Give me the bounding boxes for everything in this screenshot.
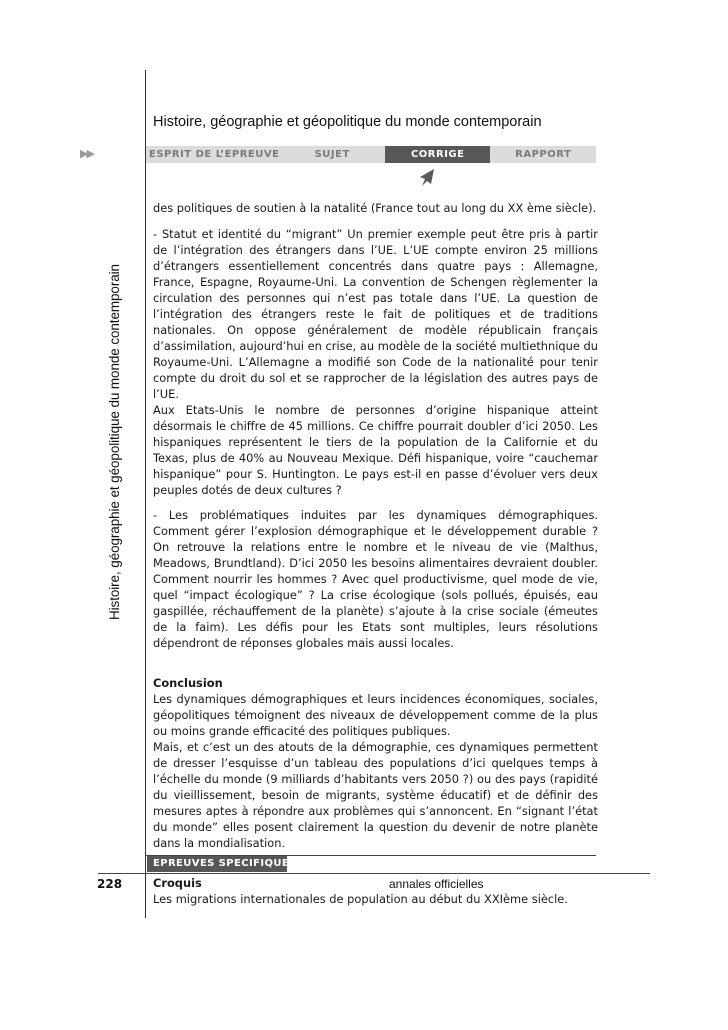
side-title: Histoire, géographie et géopolitique du monde contemporain bbox=[107, 264, 122, 620]
pointer-cursor-icon bbox=[418, 168, 436, 188]
main-text bbox=[153, 200, 598, 907]
paragraph: Aux Etats-Unis le nombre de personnes d’origine hispanique atteint désormais le chiffre de 45 millions. Ce chiffre pourrait doubler d’ici 2050. Les hispaniques représentent le tiers de la population de la Californie et du Texas, plus de 40% au Nouveau Mexique. Défi hispanique, voire “cauchemar hispanique” pour S. Huntington. Le pays est-il en passe d’évoluer vers deux peuples dotés de deux cultures ? bbox=[153, 403, 598, 497]
paragraph: des politiques de soutien à la natalité (France tout au long du XX ème siècle). bbox=[153, 201, 597, 215]
section-tabs bbox=[146, 146, 596, 163]
vertical-margin-rule bbox=[145, 70, 146, 918]
page-number: 228 bbox=[97, 877, 123, 891]
paragraph: Mais, et c’est un des atouts de la démographie, ces dynamiques permettent de dresser l’esquisse d’un tableau des populations d’ici quelques temps à l’échelle du monde (9 milliards d’habitants vers 2050 ?) ou des pays (rapidité du vieillissement, besoin de migrants, système éducatif) et de définir des mesures aptes à répondre aux problèmes qui s’annoncent. En “signant l’état du monde” elles posent clairement la question du devenir de notre planète dans la mondialisation. bbox=[153, 740, 598, 850]
tab-esprit[interactable]: ESPRIT DE L’EPREUVE bbox=[149, 149, 280, 160]
paragraph: - Les problématiques induites par les dynamiques démographiques. Comment gérer l’explosion démographique et le développement durable ? On retrouve la relations entre le nombre et le niveau de vie (Malthus, Meadows, Brundtland). D’ici 2050 les besoins alimentaires devraient doubler. Comment nourrir les hommes ? Avec quel productivisme, quel mode de vie, quel “impact écologique” ? La crise écologique (sols pollués, épuisés, eau gaspillée, réchauffement de la planète) s’ajoute à la crise sociale (émeutes de la faim). Les défis pour les Etats sont multiples, leurs résolutions dépendront de réponses globales mais aussi locales. bbox=[153, 508, 598, 650]
footer-divider bbox=[98, 873, 650, 874]
paragraph: Les dynamiques démographiques et leurs incidences économiques, sociales, géopolitiques témoignent des niveaux de développement comme de la plus ou moins grande efficacité des politiques publiques. bbox=[153, 692, 598, 738]
conclusion-heading: Conclusion bbox=[153, 676, 223, 690]
tab-rapport[interactable]: RAPPORT bbox=[515, 149, 572, 160]
tab-sujet[interactable]: SUJET bbox=[314, 149, 350, 160]
publisher: annales officielles bbox=[389, 877, 484, 891]
croquis-heading: Croquis bbox=[153, 876, 202, 890]
section-label: EPREUVES SPECIFIQUES bbox=[147, 856, 287, 872]
nav-arrows-icon: ▶▶ bbox=[80, 147, 93, 160]
running-title: Histoire, géographie et géopolitique du monde contemporain bbox=[153, 114, 542, 130]
paragraph: - Statut et identité du “migrant” Un premier exemple peut être pris à partir de l’intégration des étrangers dans l’UE. L’UE compte environ 25 millions d’étrangers essentiellement concentrés dans quatre pays : Allemagne, France, Espagne, Royaume-Uni. La convention de Schengen règlementer la circulation des personnes qui n’est pas totale dans l’UE. La question de l’intégration des étrangers reste le fait de politiques et de traditions nationales. On oppose généralement de modèle républicain français d’assimilation, aujourd’hui en crise, au modèle de la société multiethnique du Royaume-Uni. L’Allemagne a modifié son Code de la nationalité pour tenir compte du droit du sol et se rapprocher de la législation des autres pays de l’UE. bbox=[153, 227, 598, 401]
tab-corrige[interactable]: CORRIGE bbox=[385, 146, 491, 163]
paragraph: Les migrations internationales de population au début du XXIème siècle. bbox=[153, 892, 568, 906]
